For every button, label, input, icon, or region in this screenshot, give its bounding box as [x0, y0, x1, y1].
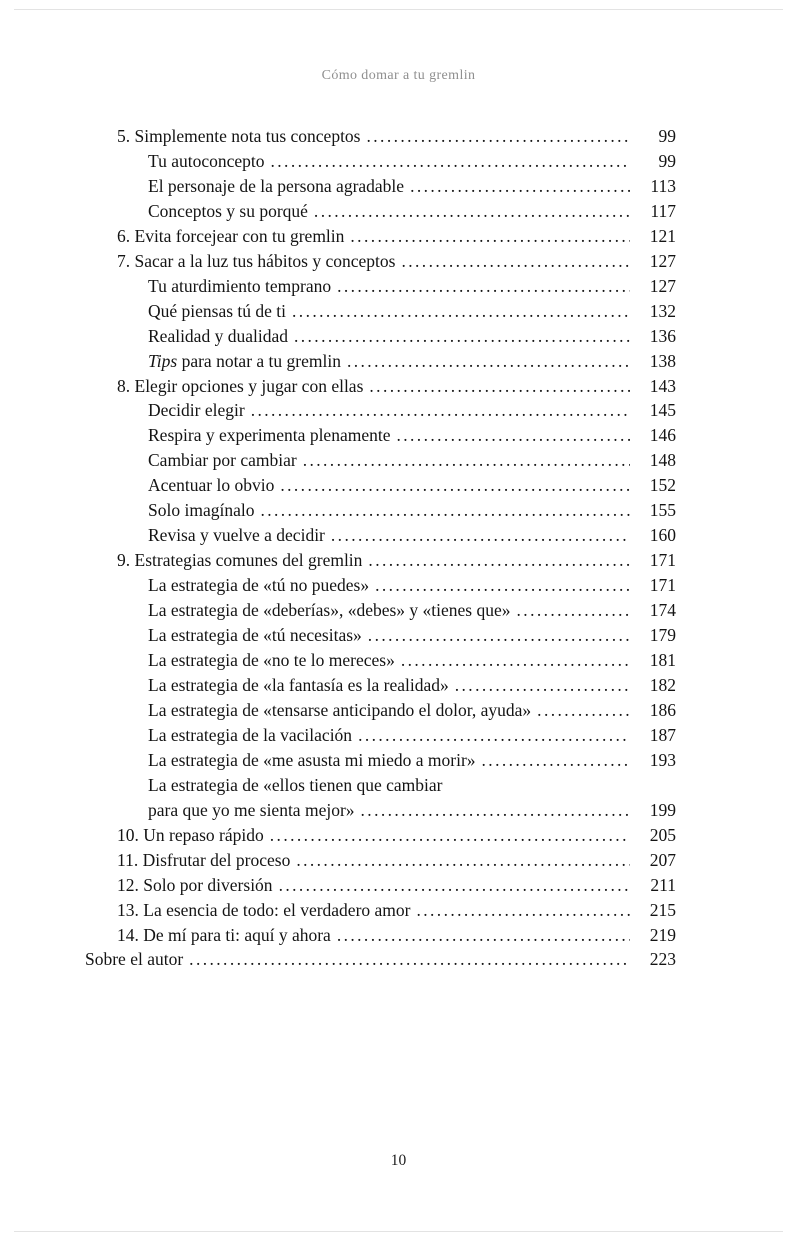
- toc-leader-dots: [279, 873, 630, 898]
- toc-entry-title: Tips para notar a tu gremlin: [148, 350, 341, 371]
- toc-entry: [85, 473, 676, 498]
- toc-entry-page: 152: [649, 475, 676, 496]
- toc-entry-page: 223: [649, 949, 676, 970]
- toc-entry-page: 171: [649, 575, 676, 596]
- toc-entry: [85, 349, 676, 374]
- toc-leader-dots: [331, 523, 630, 548]
- toc-entry-page: 181: [649, 650, 676, 671]
- toc-entry-page: 205: [649, 824, 676, 845]
- toc-leader-dots: [314, 199, 630, 224]
- toc-entry: [85, 773, 676, 798]
- toc-entry-title: La estrategia de «no te lo mereces»: [148, 650, 395, 671]
- toc-entry-title: La estrategia de «ellos tienen que cambiar: [148, 774, 443, 795]
- toc-leader-dots: [455, 673, 630, 698]
- toc-leader-dots: [517, 598, 630, 623]
- toc-entry-title: 6. Evita forcejear con tu gremlin: [117, 225, 345, 246]
- toc-entry-title: La estrategia de «tú no puedes»: [148, 575, 370, 596]
- toc-entry: [85, 249, 676, 274]
- page-edge-bottom: [14, 1231, 783, 1232]
- toc-entry-title: El personaje de la persona agradable: [148, 175, 405, 196]
- toc-entry-page: 199: [649, 799, 676, 820]
- toc-entry: [85, 823, 676, 848]
- toc-entry: [85, 673, 676, 698]
- toc-entry: [85, 947, 676, 972]
- toc-entry: [85, 923, 676, 948]
- toc-entry-page: 136: [649, 325, 676, 346]
- toc-entry-title: 9. Estrategias comunes del gremlin: [117, 550, 363, 571]
- toc-entry: [85, 598, 676, 623]
- toc-entry-title: 8. Elegir opciones y jugar con ellas: [117, 375, 364, 396]
- page-number: 10: [390, 1152, 407, 1169]
- toc-entry: [85, 224, 676, 249]
- toc-entry-title: Conceptos y su porqué: [148, 200, 308, 221]
- toc-leader-dots: [482, 748, 630, 773]
- toc-entry-page: 146: [649, 425, 676, 446]
- toc-entry-page: 121: [649, 225, 676, 246]
- toc-entry: [85, 698, 676, 723]
- toc-entry: [85, 149, 676, 174]
- toc-entry-title: La estrategia de «me asusta mi miedo a morir»: [148, 749, 476, 770]
- toc-entry: [85, 448, 676, 473]
- toc-leader-dots: [260, 498, 630, 523]
- running-header: Cómo domar a tu gremlin: [321, 68, 476, 83]
- toc-entry-page: 219: [649, 924, 676, 945]
- toc-entry-title: 12. Solo por diversión: [117, 874, 273, 895]
- toc-entry-page: 186: [649, 699, 676, 720]
- toc-entry-page: 215: [649, 899, 676, 920]
- toc-leader-dots: [401, 249, 630, 274]
- toc-leader-dots: [337, 274, 630, 299]
- toc-entry-title: Decidir elegir: [148, 400, 245, 421]
- toc-entry-page: 145: [649, 400, 676, 421]
- toc-leader-dots: [410, 174, 630, 199]
- toc-leader-dots: [292, 299, 630, 324]
- toc-entry: [85, 124, 676, 149]
- toc-list: [85, 124, 676, 972]
- toc-leader-dots: [350, 224, 630, 249]
- toc-entry-page: 138: [649, 350, 676, 371]
- toc-entry-title: La estrategia de «tensarse anticipando el dolor, ayuda»: [148, 699, 532, 720]
- toc-entry-title: Acentuar lo obvio: [148, 475, 275, 496]
- toc-entry: [85, 623, 676, 648]
- toc-entry-page: 187: [649, 724, 676, 745]
- toc-leader-dots: [401, 648, 630, 673]
- toc-entry: [85, 723, 676, 748]
- toc-leader-dots: [361, 798, 630, 823]
- toc-entry-page: 99: [658, 126, 676, 146]
- toc-entry: [85, 374, 676, 399]
- toc-entry-title: Tu aturdimiento temprano: [148, 275, 332, 296]
- toc-entry-page: 193: [649, 749, 676, 770]
- toc-leader-dots: [396, 423, 630, 448]
- toc-leader-dots: [270, 823, 630, 848]
- toc-entry-title: 7. Sacar a la luz tus hábitos y conceptos: [117, 250, 396, 271]
- toc-entry: [85, 523, 676, 548]
- toc-entry-page: 127: [649, 250, 676, 271]
- toc-entry-title: 13. La esencia de todo: el verdadero amor: [117, 899, 411, 920]
- toc-entry-page: 179: [649, 625, 676, 646]
- toc-entry-title: para que yo me sienta mejor»: [148, 799, 355, 820]
- toc-leader-dots: [347, 349, 630, 374]
- toc-entry-page: 182: [649, 674, 676, 695]
- toc-leader-dots: [271, 149, 631, 174]
- toc-leader-dots: [296, 848, 630, 873]
- toc-entry-title: La estrategia de «deberías», «debes» y «tienes que»: [148, 600, 511, 621]
- toc-entry-page: 132: [649, 300, 676, 321]
- toc-entry-page: 207: [649, 849, 676, 870]
- toc-leader-dots: [537, 698, 630, 723]
- toc-entry: [85, 748, 676, 773]
- toc-leader-dots: [280, 473, 630, 498]
- toc-entry: [85, 848, 676, 873]
- toc-entry-page: 171: [649, 550, 676, 571]
- toc-entry-page: 143: [649, 375, 676, 396]
- toc-entry-title: La estrategia de «tú necesitas»: [148, 625, 362, 646]
- toc-entry-page: 127: [649, 275, 676, 296]
- toc-leader-dots: [337, 923, 630, 948]
- toc-leader-dots: [251, 398, 630, 423]
- toc-entry: [85, 299, 676, 324]
- toc-leader-dots: [416, 898, 630, 923]
- toc-leader-dots: [294, 324, 630, 349]
- toc-leader-dots: [367, 124, 631, 149]
- toc-leader-dots: [369, 374, 630, 399]
- toc-entry-title: 11. Disfrutar del proceso: [117, 849, 291, 870]
- toc-entry-page: 174: [649, 600, 676, 621]
- page-edge-top: [14, 9, 783, 10]
- toc-entry: [85, 423, 676, 448]
- toc-entry-page: 117: [650, 200, 676, 221]
- toc-entry-title: 5. Simplemente nota tus conceptos: [117, 126, 361, 146]
- toc-leader-dots: [303, 448, 630, 473]
- toc-entry-title: Revisa y vuelve a decidir: [148, 525, 325, 546]
- toc-leader-dots: [368, 548, 630, 573]
- toc-leader-dots: [189, 947, 630, 972]
- toc-entry: [85, 573, 676, 598]
- toc-entry-page: 148: [649, 450, 676, 471]
- toc-entry-page: 211: [650, 874, 676, 895]
- toc-entry-title: Solo imagínalo: [148, 500, 255, 521]
- toc-entry: [85, 199, 676, 224]
- toc-entry-title: Cambiar por cambiar: [148, 450, 297, 471]
- toc-entry-title: 14. De mí para ti: aquí y ahora: [117, 924, 331, 945]
- toc-entry: [85, 398, 676, 423]
- toc-leader-dots: [358, 723, 630, 748]
- toc-entry-title: La estrategia de «la fantasía es la realidad»: [148, 674, 449, 695]
- toc-leader-dots: [375, 573, 630, 598]
- toc-entry: [85, 648, 676, 673]
- toc-entry-title: Respira y experimenta plenamente: [148, 425, 391, 446]
- toc-entry: [85, 898, 676, 923]
- toc-entry-title: Tu autoconcepto: [148, 150, 265, 171]
- toc-entry: [85, 174, 676, 199]
- toc-entry: [85, 274, 676, 299]
- toc-entry-title: Realidad y dualidad: [148, 325, 288, 346]
- toc-entry-page: 99: [658, 150, 676, 171]
- toc-entry-page: 155: [649, 500, 676, 521]
- toc-entry-title: 10. Un repaso rápido: [117, 824, 264, 845]
- toc-entry-title: Qué piensas tú de ti: [148, 300, 287, 321]
- toc-entry-page: 160: [649, 525, 676, 546]
- toc-entry-page: 113: [650, 175, 676, 196]
- toc-entry: [85, 873, 676, 898]
- toc-leader-dots: [368, 623, 630, 648]
- toc-entry-title: Sobre el autor: [85, 949, 184, 970]
- toc-entry-title: La estrategia de la vacilación: [148, 724, 353, 745]
- toc-entry: [85, 548, 676, 573]
- toc-entry: [85, 798, 676, 823]
- toc-entry: [85, 324, 676, 349]
- toc-entry: [85, 498, 676, 523]
